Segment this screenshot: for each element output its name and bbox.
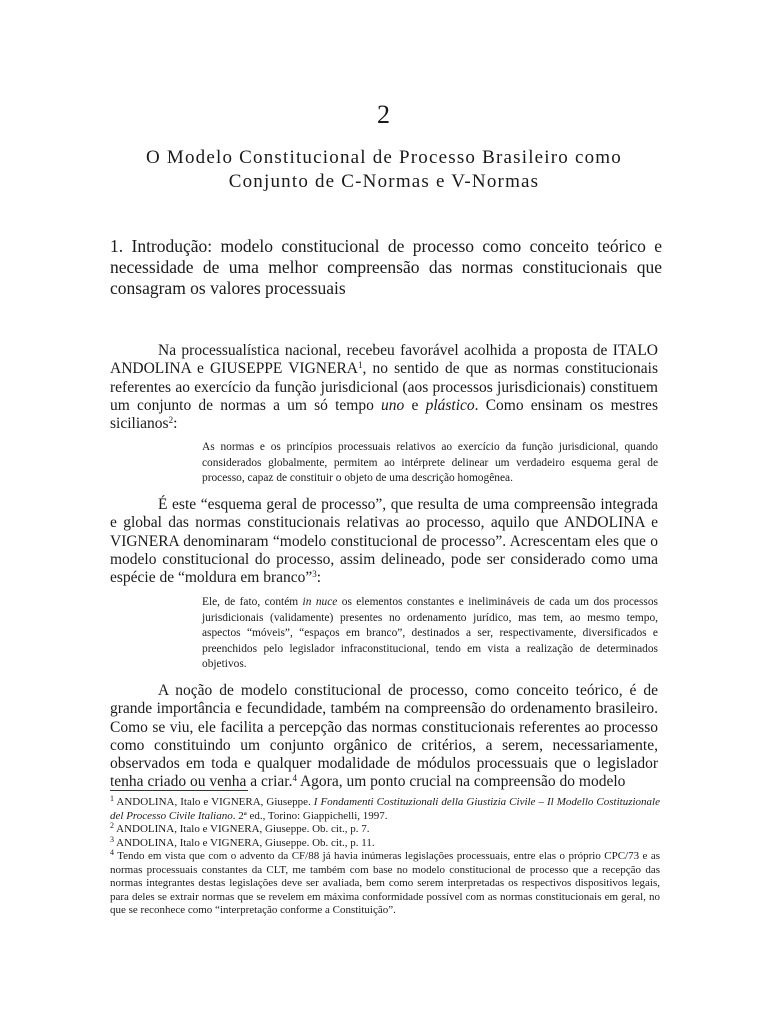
section-heading: 1. Introdução: modelo constitucional de processo como conceito teórico e necessidade de uma melhor compreensão das normas constitucionais que consagram os valores processuais [110, 236, 662, 298]
footnote-ref-1[interactable]: 1 [357, 360, 363, 371]
paragraph-3-text: Agora, um ponto crucial na compreensão do modelo [296, 773, 626, 791]
footnote-divider [110, 790, 248, 791]
footnote-ref-3[interactable]: 3 [312, 569, 317, 580]
paragraph-1 [110, 342, 658, 433]
paragraph-2 [110, 496, 658, 587]
paragraph-1-text: Na processualística nacional, recebeu favorável acolhida a proposta de ITALO ANDOLINA e GIUSEPPE VIGNERA [110, 342, 658, 378]
footnote-ref-2[interactable]: 2 [168, 415, 174, 426]
paragraph-3-text: A noção de modelo constitucional de processo, como conceito teórico, é de grande importância e fecundidade, também na compreensão do ordenamento brasileiro. Como se viu, ele facilita a percepção das normas constitucionais referentes ao processo como constituindo um conjunto orgânico de critérios, a serem, necessariamente, observados em toda e qualquer modalidade de módulos processuais que o legislador tenha criado ou venha a criar. [110, 682, 658, 791]
paragraph-1-text: . Como ensinam os mestres sicilianos [110, 396, 658, 433]
italic-term-plastico: plástico [425, 396, 475, 414]
footnote-mark: 1 [110, 794, 114, 803]
footnotes [110, 796, 660, 918]
paragraph-2-text: : [316, 569, 322, 587]
footnote-text: ANDOLINA, Italo e VIGNERA, Giuseppe. Ob. cit., p. 11. [114, 836, 375, 849]
paragraph-3 [110, 682, 658, 792]
footnote-3 [110, 834, 660, 851]
footnote-text: ANDOLINA, Italo e VIGNERA, Giuseppe. [114, 796, 314, 808]
block-quote-2 [202, 595, 658, 673]
footnote-text: Tendo em vista que com o advento da CF/88 já havia inúmeras legislações processuais, entre elas o próprio CPC/73 e as normas processuais constantes da CLT, me também com base no modelo constitucional de processo que a recepção das normas integrantes destas legislações deve ser avaliada, bem como serem interpretadas os respectivos dispositivos legais, para deles se extrair normas que se revelem em máxima conformidade possível com as normas constitucionais em geral, no que se reconhece como “interpretação conforme a Constituição”. [110, 850, 660, 916]
footnote-1 [110, 796, 660, 823]
block-quote-2-text: os elementos constantes e inelimináveis de cada um dos processos jurisdicionais (validamente) presentes no ordenamento jurídico, mas tem, ao mesmo tempo, aspectos “móveis”, “espaços em branco”, destinados a ser, respectivamente, diversificados e preenchidos pelo legislador infraconstitucional, tendo em vista a realização de determinados objetivos. [202, 596, 658, 670]
italic-term-in-nuce: in nuce [302, 596, 338, 608]
footnote-2 [110, 823, 660, 837]
footnote-mark: 4 [110, 848, 114, 857]
footnote-mark: 2 [110, 821, 114, 830]
footnote-4 [110, 850, 660, 918]
chapter-title-line-2: Conjunto de C-Normas e V-Normas [228, 171, 540, 192]
paragraph-2-text: É este “esquema geral de processo”, que resulta de uma compreensão integrada e global das normas constitucionais relativas ao processo, aquilo que ANDOLINA e VIGNERA denominaram “modelo constitucional de processo”. Acrescentam eles que o modelo constitucional do processo, assim delineado, pode ser considerado como uma espécie de “moldura em branco” [110, 496, 658, 587]
chapter-number: 2 [377, 100, 391, 129]
paragraph-1-text: : [173, 415, 178, 433]
footnote-mark: 3 [110, 834, 114, 844]
italic-term-uno: uno [381, 396, 405, 414]
block-quote-1: As normas e os princípios processuais relativos ao exercício da função jurisdicional, quando considerados globalmente, permitem ao intérprete delinear um verdadeiro esquema geral de processo, capaz de constituir o objeto de uma descrição homogênea. [202, 441, 658, 484]
chapter-title-line-1: O Modelo Constitucional de Processo Brasileiro como [146, 147, 622, 168]
block-quote-2-text: Ele, de fato, contém [202, 596, 303, 608]
paragraph-1-connector: e [404, 396, 426, 414]
footnote-text: . 2ª ed., Torino: Giappichelli, 1997. [232, 809, 388, 822]
chapter-title [100, 146, 668, 194]
footnote-book-title: I Fondamenti Costituzionali della Giustizia Civile – Il Modello Costituzionale del Processo Civile Italiano [110, 796, 660, 822]
paragraph-1-text: , no sentido de que as normas constitucionais referentes ao exercício da função jurisdicional (aos processos jurisdicionais) constituem um conjunto de normas a um só tempo [110, 360, 659, 414]
footnote-text: ANDOLINA, Italo e VIGNERA, Giuseppe. Ob. cit., p. 7. [114, 823, 370, 835]
footnote-ref-4[interactable]: 4 [292, 773, 297, 784]
